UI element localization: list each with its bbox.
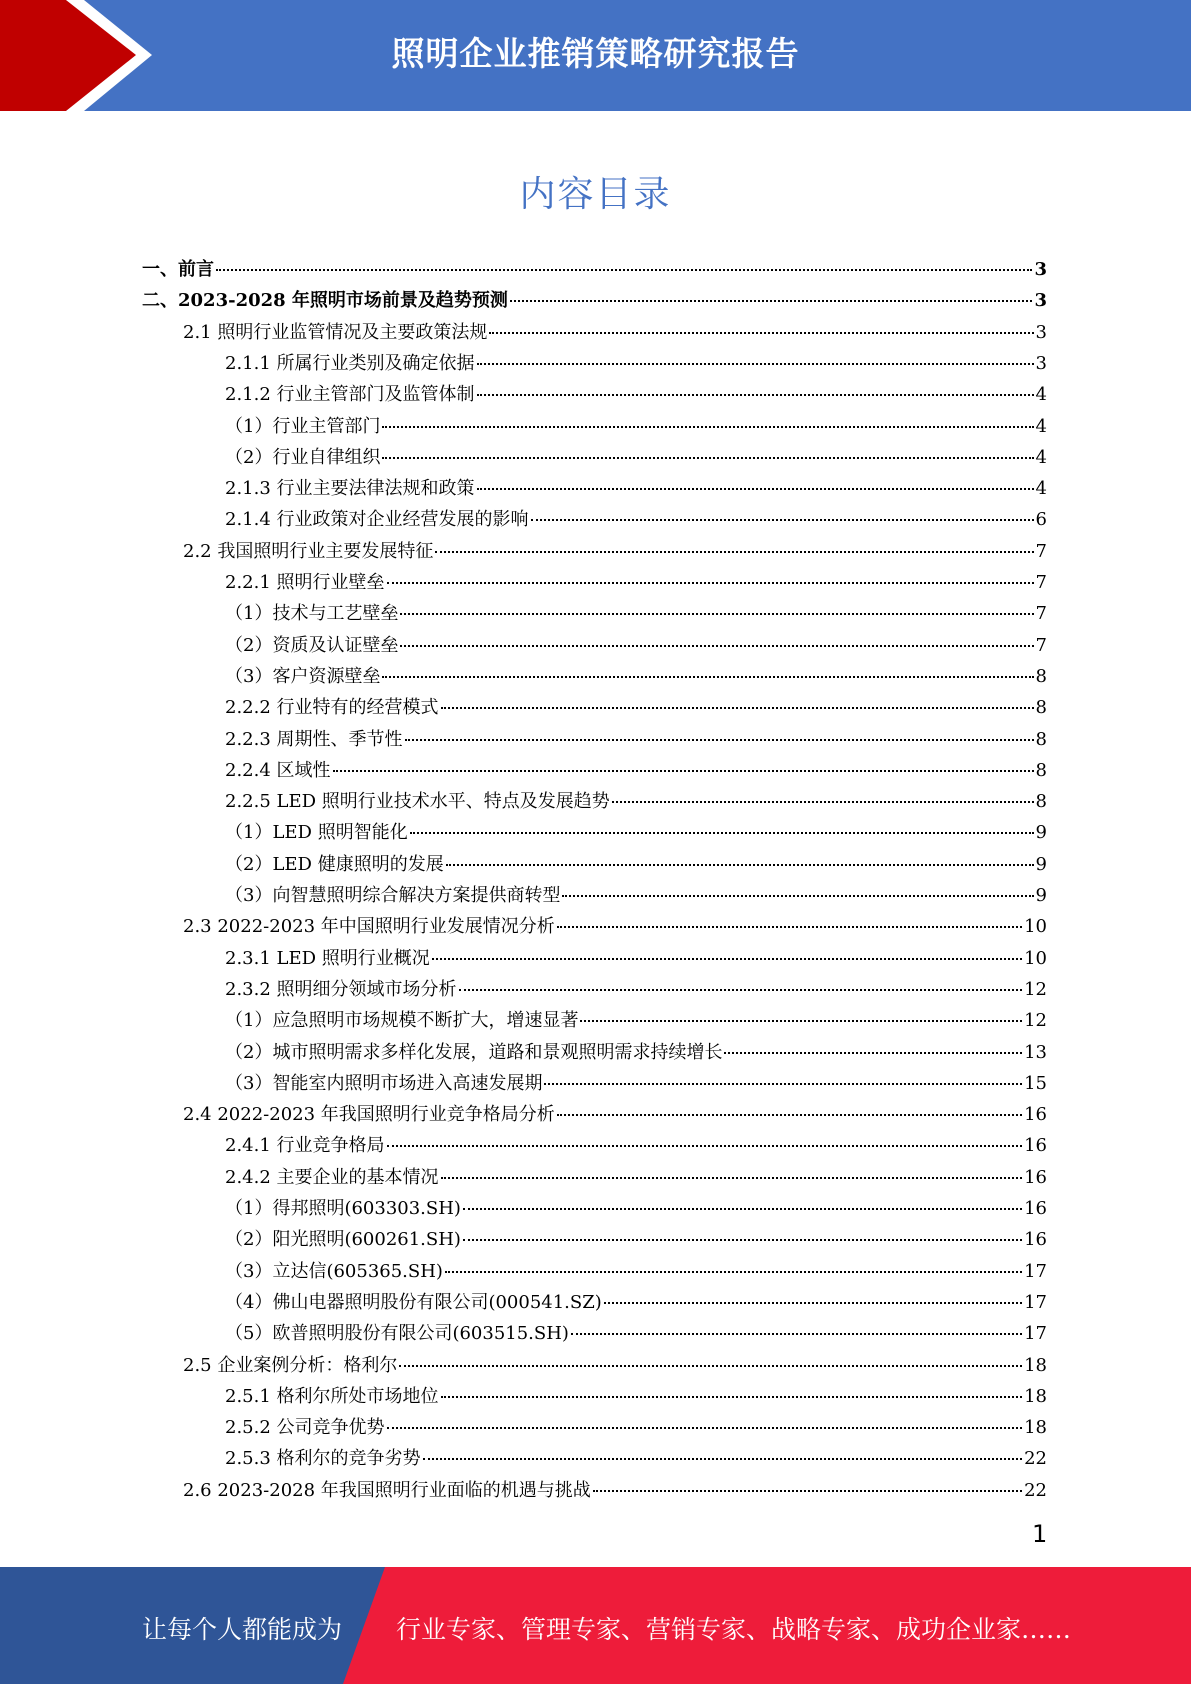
toc-entry-title: （1）行业主管部门 <box>225 416 381 437</box>
toc-entry[interactable] <box>225 1193 1047 1224</box>
toc-entry-title: 2.2.2 行业特有的经营模式 <box>225 697 439 718</box>
toc-dot-leader <box>463 1208 1022 1210</box>
toc-entry[interactable] <box>225 442 1047 473</box>
toc-entry-title: 2.6 2023-2028 年我国照明行业面临的机遇与挑战 <box>183 1480 591 1501</box>
toc-entry[interactable] <box>225 755 1047 786</box>
toc-entry-page: 7 <box>1035 572 1047 593</box>
toc-entry-page: 8 <box>1035 729 1047 750</box>
toc-entry-page: 3 <box>1035 322 1047 343</box>
toc-dot-leader <box>382 457 1033 459</box>
toc-dot-leader <box>441 1177 1023 1179</box>
toc-dot-leader <box>562 895 1033 897</box>
toc-entry-page: 18 <box>1024 1355 1047 1376</box>
toc-entry[interactable] <box>225 598 1047 629</box>
toc-entry-title: 2.3.2 照明细分领域市场分析 <box>225 979 457 1000</box>
toc-entry-title: 2.2.4 区域性 <box>225 760 331 781</box>
toc-entry-page: 7 <box>1035 541 1047 562</box>
toc-entry[interactable] <box>183 1475 1047 1506</box>
toc-entry-page: 12 <box>1024 979 1047 1000</box>
toc-dot-leader <box>400 613 1033 615</box>
toc-entry-title: （3）智能室内照明市场进入高速发展期 <box>225 1073 543 1094</box>
toc-entry[interactable] <box>225 567 1047 598</box>
toc-dot-leader <box>400 645 1033 647</box>
toc-entry-page: 16 <box>1024 1198 1047 1219</box>
toc-dot-leader <box>477 363 1034 365</box>
toc-entry[interactable] <box>225 1256 1047 1287</box>
toc-entry[interactable] <box>225 1443 1047 1474</box>
report-title: 照明企业推销策略研究报告 <box>391 34 800 73</box>
toc-dot-leader <box>612 801 1034 803</box>
toc-entry-title: 2.2.3 周期性、季节性 <box>225 729 403 750</box>
toc-entry-page: 8 <box>1035 760 1047 781</box>
toc-entry[interactable] <box>225 1381 1047 1412</box>
toc-entry-title: （2）城市照明需求多样化发展，道路和景观照明需求持续增长 <box>225 1042 723 1063</box>
toc-dot-leader <box>463 1239 1022 1241</box>
toc-entry[interactable] <box>183 317 1047 348</box>
toc-entry-title: 2.3 2022-2023 年中国照明行业发展情况分析 <box>183 916 555 937</box>
toc-entry[interactable] <box>225 1130 1047 1161</box>
toc-entry[interactable] <box>225 1412 1047 1443</box>
toc-dot-leader <box>423 1458 1023 1460</box>
toc-entry-page: 13 <box>1024 1042 1047 1063</box>
toc-entry-page: 10 <box>1024 916 1047 937</box>
toc-entry[interactable] <box>225 1068 1047 1099</box>
toc-entry-page: 8 <box>1035 791 1047 812</box>
toc-entry[interactable] <box>225 1037 1047 1068</box>
toc-entry-page: 9 <box>1035 854 1047 875</box>
toc-dot-leader <box>571 1333 1022 1335</box>
toc-entry[interactable] <box>183 911 1047 942</box>
toc-entry-page: 17 <box>1024 1292 1047 1313</box>
page-number: 1 <box>1032 1520 1048 1548</box>
toc-entry-title: （1）技术与工艺壁垒 <box>225 603 399 624</box>
toc-entry[interactable] <box>225 974 1047 1005</box>
toc-dot-leader <box>399 1365 1022 1367</box>
toc-dot-leader <box>459 989 1023 991</box>
toc-entry-page: 3 <box>1034 259 1047 280</box>
toc-entry-title: （1）应急照明市场规模不断扩大，增速显著 <box>225 1010 579 1031</box>
toc-entry-page: 22 <box>1024 1448 1047 1469</box>
toc-entry-title: （1）LED 照明智能化 <box>225 822 408 843</box>
toc-entry[interactable] <box>225 880 1047 911</box>
toc-entry-page: 3 <box>1035 353 1047 374</box>
toc-entry-page: 10 <box>1024 948 1047 969</box>
toc-entry[interactable] <box>225 411 1047 442</box>
toc-entry[interactable] <box>225 473 1047 504</box>
toc-dot-leader <box>724 1052 1022 1054</box>
toc-entry[interactable] <box>225 379 1047 410</box>
toc-dot-leader <box>557 926 1022 928</box>
toc-dot-leader <box>489 332 1033 334</box>
page-footer <box>0 1567 1191 1684</box>
toc-entry-title: （4）佛山电器照明股份有限公司(000541.SZ) <box>225 1292 602 1313</box>
toc-dot-leader <box>387 1145 1023 1147</box>
toc-entry-title: 2.3.1 LED 照明行业概况 <box>225 948 430 969</box>
toc-entry-page: 16 <box>1024 1229 1047 1250</box>
toc-entry-page: 18 <box>1024 1386 1047 1407</box>
toc-dot-leader <box>477 394 1034 396</box>
toc-entry[interactable] <box>225 661 1047 692</box>
toc-entry-title: 2.2 我国照明行业主要发展特征 <box>183 541 434 562</box>
toc-entry[interactable] <box>183 1350 1047 1381</box>
footer-slogan-left: 让每个人都能成为 <box>142 1615 343 1644</box>
toc-dot-leader <box>544 1083 1022 1085</box>
toc-entry-page: 8 <box>1035 697 1047 718</box>
toc-entry-page: 7 <box>1035 635 1047 656</box>
toc-entry-page: 17 <box>1024 1323 1047 1344</box>
toc-dot-leader <box>387 582 1034 584</box>
toc-dot-leader <box>441 1396 1023 1398</box>
toc-entry-title: （3）向智慧照明综合解决方案提供商转型 <box>225 885 561 906</box>
toc-entry-title: 2.1.1 所属行业类别及确定依据 <box>225 353 475 374</box>
toc-entry-title: 二、2023-2028 年照明市场前景及趋势预测 <box>142 290 508 311</box>
toc-entry-page: 16 <box>1024 1135 1047 1156</box>
toc-entry-title: （5）欧普照明股份有限公司(603515.SH) <box>225 1323 569 1344</box>
toc-dot-leader <box>441 707 1034 709</box>
toc-entry[interactable] <box>225 849 1047 880</box>
toc-dot-leader <box>387 1427 1023 1429</box>
toc-dot-leader <box>510 300 1033 302</box>
toc-dot-leader <box>557 1114 1022 1116</box>
toc-dot-leader <box>604 1302 1022 1304</box>
toc-dot-leader <box>382 676 1033 678</box>
toc-entry-title: （2）LED 健康照明的发展 <box>225 854 444 875</box>
toc-entry[interactable] <box>225 692 1047 723</box>
toc-entry-title: （2）阳光照明(600261.SH) <box>225 1229 461 1250</box>
toc-entry-page: 22 <box>1024 1480 1047 1501</box>
toc-dot-leader <box>410 832 1034 834</box>
toc-entry-page: 12 <box>1024 1010 1047 1031</box>
toc-entry-title: 2.1.4 行业政策对企业经营发展的影响 <box>225 509 529 530</box>
toc-entry-page: 4 <box>1035 384 1047 405</box>
toc-entry-title: （2）行业自律组织 <box>225 447 381 468</box>
toc-entry-page: 7 <box>1035 603 1047 624</box>
toc-entry-title: 2.2.1 照明行业壁垒 <box>225 572 385 593</box>
toc-entry[interactable] <box>225 630 1047 661</box>
toc-dot-leader <box>580 1020 1022 1022</box>
toc-entry-title: 2.4.1 行业竞争格局 <box>225 1135 385 1156</box>
toc-entry-title: 2.1.2 行业主管部门及监管体制 <box>225 384 475 405</box>
footer-slogan-right: 行业专家、管理专家、营销专家、战略专家、成功企业家…… <box>396 1615 1072 1644</box>
toc-entry-page: 4 <box>1035 447 1047 468</box>
toc-dot-leader <box>593 1490 1022 1492</box>
toc-entry[interactable] <box>142 254 1047 285</box>
toc-entry-page: 17 <box>1024 1261 1047 1282</box>
toc-dot-leader <box>382 426 1033 428</box>
toc-entry[interactable] <box>183 1099 1047 1130</box>
toc-entry-page: 6 <box>1035 509 1047 530</box>
toc-dot-leader <box>445 1271 1022 1273</box>
toc-entry[interactable] <box>225 1005 1047 1036</box>
toc-entry-page: 3 <box>1034 290 1047 311</box>
toc-entry-title: （3）立达信(605365.SH) <box>225 1261 443 1282</box>
toc-dot-leader <box>405 739 1034 741</box>
toc-entry-title: 2.1.3 行业主要法律法规和政策 <box>225 478 475 499</box>
toc-entry-title: 2.5.2 公司竞争优势 <box>225 1417 385 1438</box>
toc-entry[interactable] <box>225 724 1047 755</box>
toc-entry-title: （1）得邦照明(603303.SH) <box>225 1198 461 1219</box>
toc-entry[interactable] <box>225 786 1047 817</box>
toc-entry[interactable] <box>183 536 1047 567</box>
toc-entry-page: 15 <box>1024 1073 1047 1094</box>
toc-entry-title: 2.5.1 格利尔所处市场地位 <box>225 1386 439 1407</box>
toc-entry[interactable] <box>142 285 1047 316</box>
toc-entry-title: 2.5.3 格利尔的竞争劣势 <box>225 1448 421 1469</box>
toc-entry[interactable] <box>225 943 1047 974</box>
toc-dot-leader <box>216 269 1032 271</box>
toc-dot-leader <box>446 864 1034 866</box>
toc-entry-title: 2.2.5 LED 照明行业技术水平、特点及发展趋势 <box>225 791 610 812</box>
toc-entry[interactable] <box>225 1162 1047 1193</box>
toc-entry[interactable] <box>225 348 1047 379</box>
toc-entry-title: 2.4 2022-2023 年我国照明行业竞争格局分析 <box>183 1104 555 1125</box>
toc-entry-page: 16 <box>1024 1167 1047 1188</box>
toc-entry[interactable] <box>225 817 1047 848</box>
toc-entry-title: 2.5 企业案例分析：格利尔 <box>183 1355 398 1376</box>
toc-entry[interactable] <box>225 1318 1047 1349</box>
toc-entry-page: 4 <box>1035 416 1047 437</box>
toc-entry-title: 2.1 照明行业监管情况及主要政策法规 <box>183 322 488 343</box>
toc-entry-page: 4 <box>1035 478 1047 499</box>
toc-entry-page: 9 <box>1035 822 1047 843</box>
toc-entry-page: 9 <box>1035 885 1047 906</box>
toc-dot-leader <box>333 770 1034 772</box>
toc-entry-page: 18 <box>1024 1417 1047 1438</box>
toc-entry[interactable] <box>225 504 1047 535</box>
page-header <box>0 0 1191 111</box>
toc-dot-leader <box>477 488 1034 490</box>
toc-dot-leader <box>531 519 1034 521</box>
toc-entry[interactable] <box>225 1287 1047 1318</box>
toc-entry-page: 8 <box>1035 666 1047 687</box>
toc-entry-title: （3）客户资源壁垒 <box>225 666 381 687</box>
toc-heading: 内容目录 <box>519 174 672 215</box>
toc-entry-title: （2）资质及认证壁垒 <box>225 635 399 656</box>
toc-entry-page: 16 <box>1024 1104 1047 1125</box>
toc-entry-title: 一、前言 <box>142 259 214 280</box>
toc-entry-title: 2.4.2 主要企业的基本情况 <box>225 1167 439 1188</box>
toc-entry[interactable] <box>225 1224 1047 1255</box>
toc-dot-leader <box>435 551 1033 553</box>
toc-dot-leader <box>432 958 1022 960</box>
